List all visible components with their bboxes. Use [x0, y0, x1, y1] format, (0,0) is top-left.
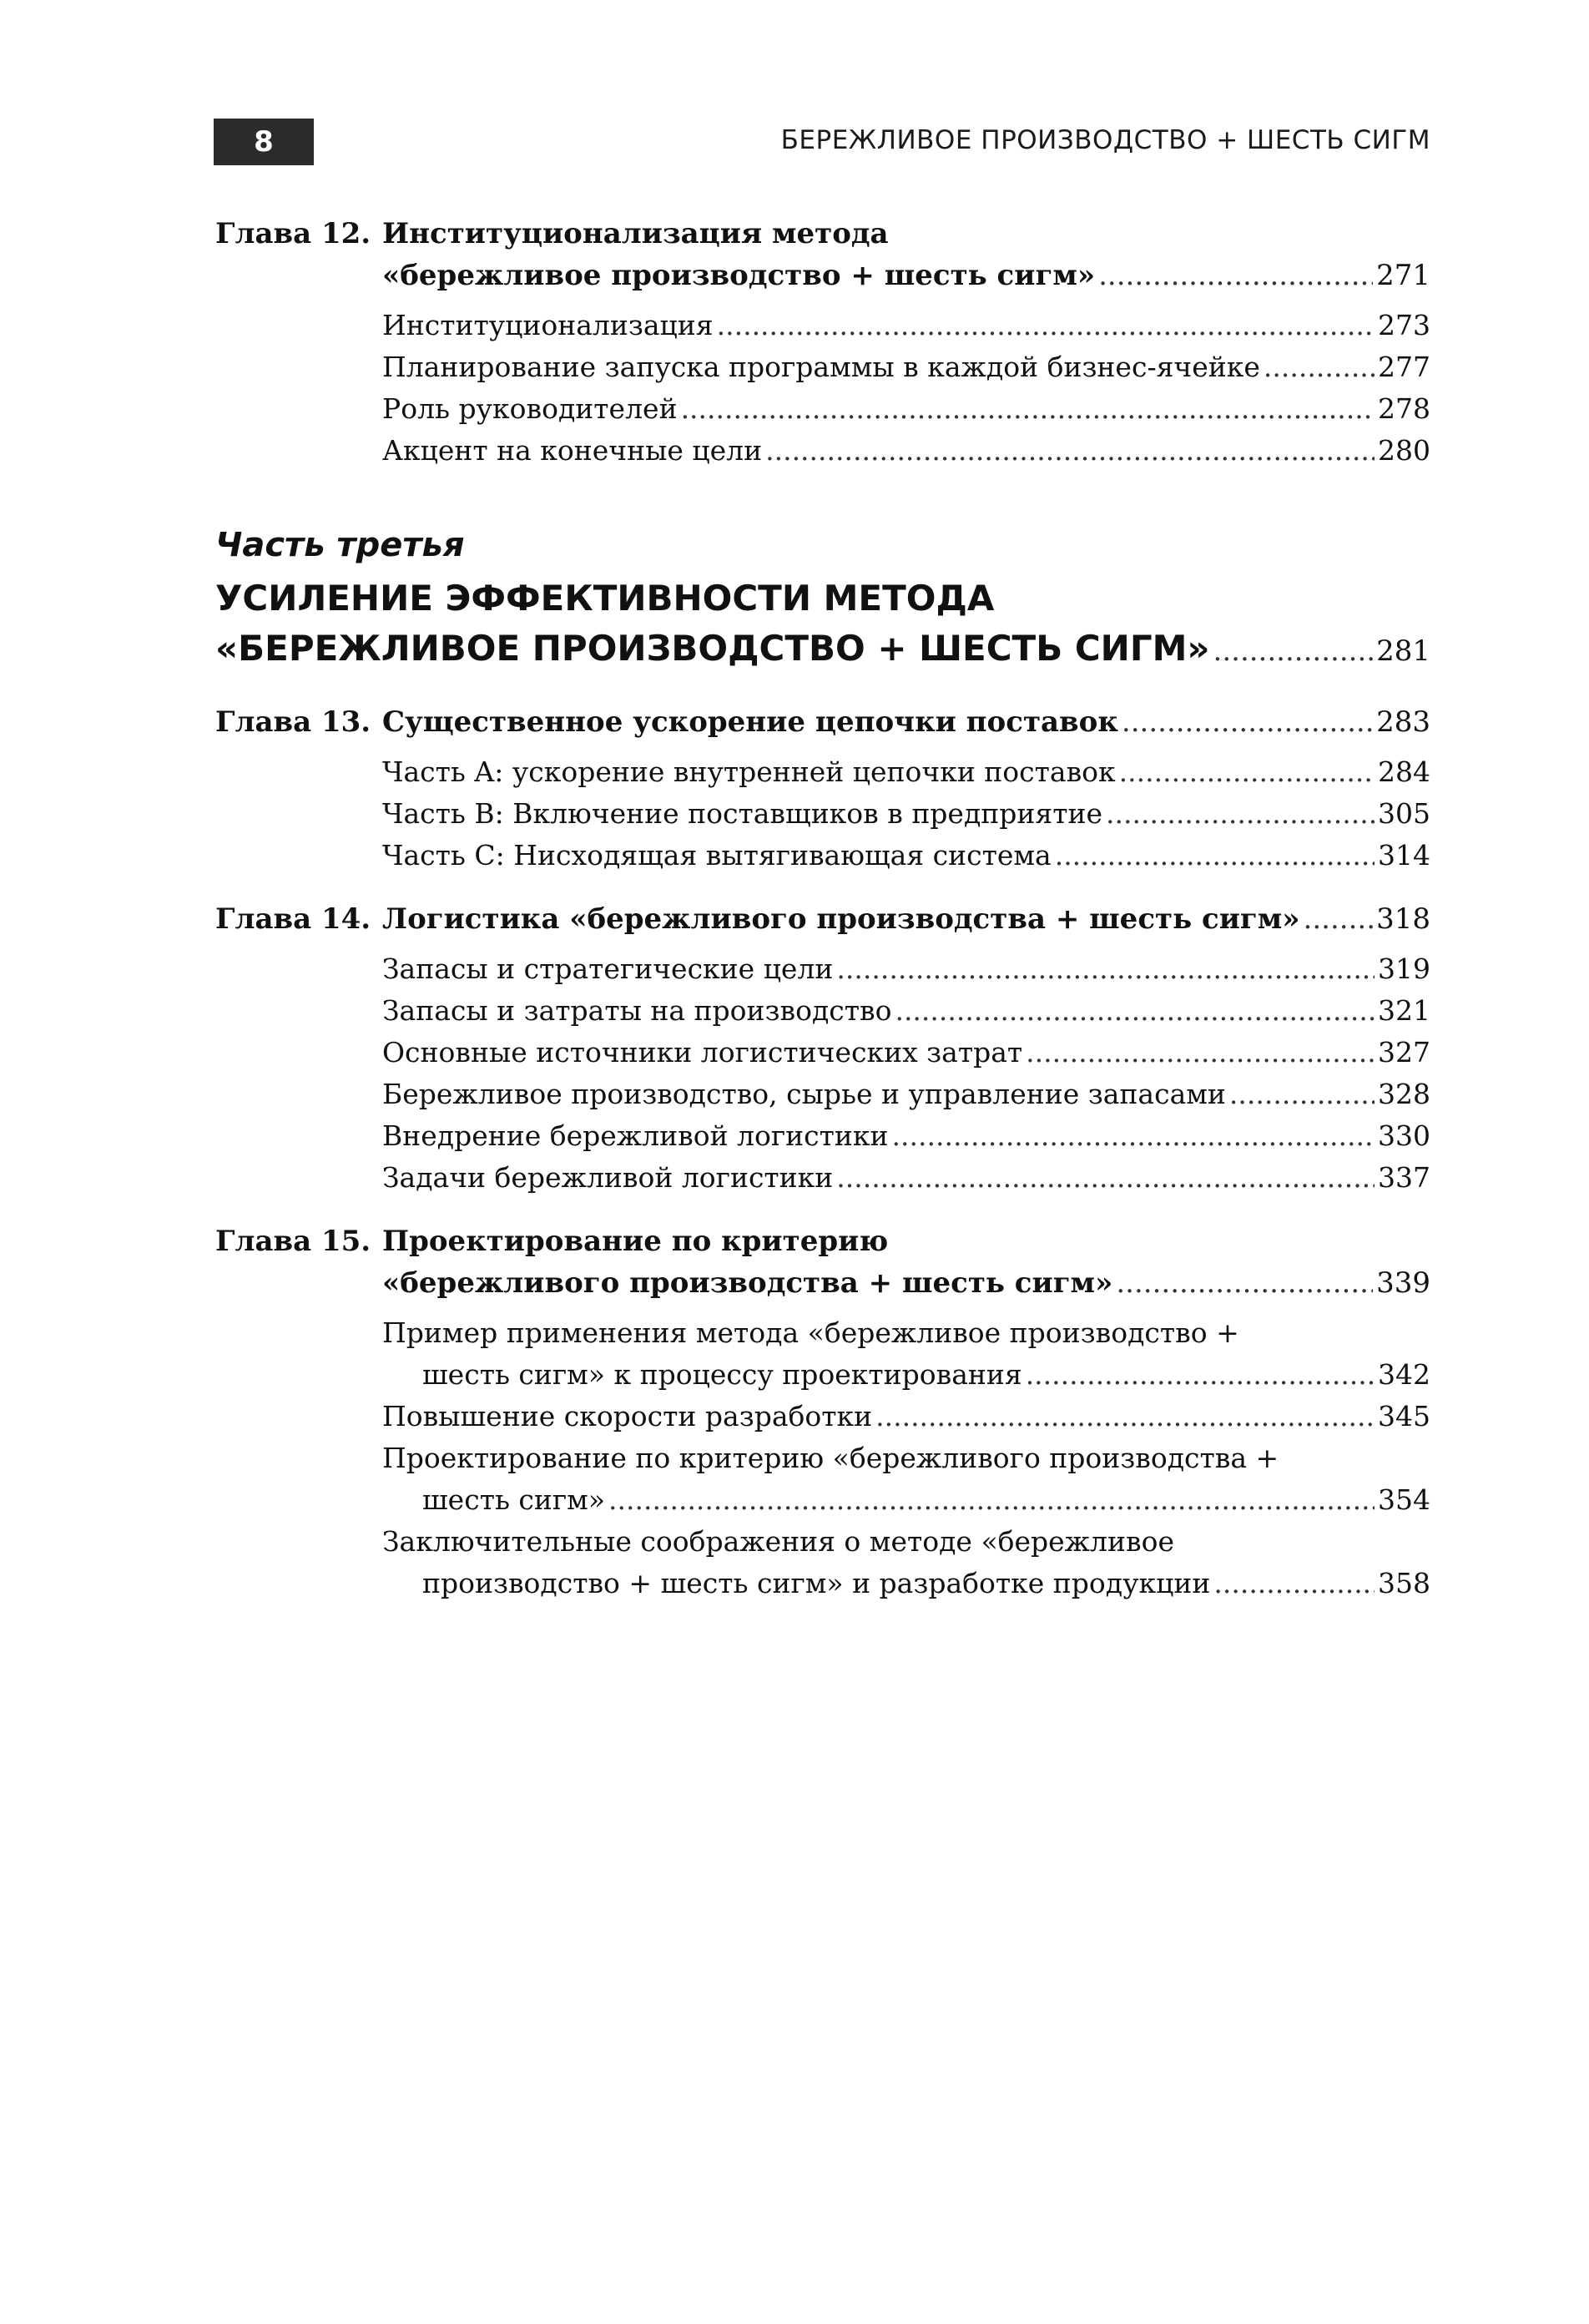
toc-entry[interactable] [382, 1396, 1430, 1437]
page-number: 8 [214, 119, 314, 165]
toc-entry[interactable] [382, 1074, 1430, 1115]
page-ref: 330 [1378, 1119, 1430, 1152]
toc-entry[interactable] [382, 430, 1430, 472]
page-ref: 305 [1378, 797, 1430, 830]
toc-entry[interactable] [382, 305, 1430, 346]
part-label: Часть третья [215, 526, 465, 564]
page-ref: 271 [1376, 259, 1430, 292]
toc-entry[interactable] [382, 1115, 1430, 1157]
section-title: Часть C: Нисходящая вытягивающая система [382, 839, 1052, 872]
toc-entry[interactable] [382, 1157, 1430, 1199]
page-ref: 321 [1378, 994, 1430, 1027]
chapter-label: Глава 15. [215, 1225, 371, 1258]
dot-leader [1122, 701, 1373, 743]
page-ref: 284 [1378, 755, 1430, 788]
chapter-13-sections [215, 751, 1430, 877]
chapter-label: Глава 14. [215, 902, 371, 936]
page-ref: 314 [1378, 839, 1430, 872]
page-ref: 354 [1378, 1483, 1430, 1516]
section-title: Заключительные соображения о методе «бережливое [382, 1525, 1174, 1558]
section-title: Роль руководителей [382, 392, 678, 425]
page-ref: 318 [1376, 902, 1430, 936]
page-ref: 281 [1376, 634, 1430, 668]
chapter-title: Логистика «бережливого производства + шесть сигм» [382, 902, 1300, 936]
section-title: Планирование запуска программы в каждой бизнес-ячейке [382, 351, 1260, 383]
toc-entry[interactable] [382, 1437, 1430, 1521]
chapter-12-sections [215, 305, 1430, 472]
toc-entry[interactable] [382, 751, 1430, 793]
section-title: Пример применения метода «бережливое производство + [382, 1316, 1239, 1349]
dot-leader [892, 1115, 1375, 1157]
section-title: Основные источники логистических затрат [382, 1036, 1023, 1069]
chapter-13-title-row[interactable] [215, 701, 1430, 743]
chapter-15 [215, 1220, 1430, 1604]
chapter-14 [215, 898, 1430, 1199]
section-title: Часть B: Включение поставщиков в предприятие [382, 797, 1102, 830]
dot-leader [1098, 255, 1373, 296]
toc-entry[interactable] [382, 1521, 1430, 1604]
chapter-15-heading [215, 1220, 1430, 1262]
page-ref: 339 [1376, 1266, 1430, 1300]
chapter-title: Существенное ускорение цепочки поставок [382, 705, 1118, 739]
part-3 [215, 522, 1430, 676]
page-ref: 319 [1378, 952, 1430, 985]
section-title: Бережливое производство, сырье и управление запасами [382, 1078, 1226, 1110]
section-title-row [382, 1479, 1430, 1521]
toc-entry[interactable] [382, 346, 1430, 388]
page-ref: 277 [1378, 351, 1430, 383]
dot-leader [895, 990, 1375, 1032]
chapter-title: «бережливого производства + шесть сигм» [382, 1266, 1113, 1300]
page-ref: 328 [1378, 1078, 1430, 1110]
toc-entry[interactable] [382, 990, 1430, 1032]
dot-leader [836, 948, 1375, 990]
toc-entry[interactable] [382, 388, 1430, 430]
section-title: Внедрение бережливой логистики [382, 1119, 889, 1152]
toc-entry[interactable] [382, 948, 1430, 990]
page-ref: 358 [1378, 1567, 1430, 1599]
page-ref: 327 [1378, 1036, 1430, 1069]
dot-leader [1213, 1563, 1375, 1604]
dot-leader [1026, 1354, 1375, 1396]
part-3-title-row[interactable] [215, 624, 1430, 676]
chapter-12-heading [215, 213, 1430, 255]
chapter-label: Глава 12. [215, 217, 371, 250]
section-title-row [382, 1563, 1430, 1604]
section-title: Повышение скорости разработки [382, 1400, 873, 1432]
page-ref: 273 [1378, 309, 1430, 341]
section-title: Задачи бережливой логистики [382, 1161, 834, 1194]
table-of-contents [215, 213, 1430, 1604]
dot-leader [1055, 835, 1375, 877]
dot-leader [1119, 751, 1375, 793]
dot-leader [765, 430, 1375, 472]
dot-leader [717, 305, 1375, 346]
page-ref: 280 [1378, 434, 1430, 467]
dot-leader [681, 388, 1375, 430]
chapter-title: «бережливое производство + шесть сигм» [382, 259, 1096, 292]
chapter-12 [215, 213, 1430, 472]
section-title: Институционализация [382, 309, 714, 341]
section-title: Часть A: ускорение внутренней цепочки поставок [382, 755, 1116, 788]
dot-leader [836, 1157, 1375, 1199]
chapter-15-sections [215, 1312, 1430, 1604]
toc-entry[interactable] [382, 793, 1430, 835]
part-title: УСИЛЕНИЕ ЭФФЕКТИВНОСТИ МЕТОДА [215, 578, 995, 619]
toc-entry[interactable] [382, 1032, 1430, 1074]
section-title: Запасы и затраты на производство [382, 994, 892, 1027]
chapter-label: Глава 13. [215, 705, 371, 739]
chapter-14-sections [215, 948, 1430, 1199]
toc-entry[interactable] [382, 1312, 1430, 1396]
dot-leader [1229, 1074, 1375, 1115]
page-ref: 337 [1378, 1161, 1430, 1194]
dot-leader [1026, 1032, 1375, 1074]
chapter-14-title-row[interactable] [215, 898, 1430, 940]
page-ref: 342 [1378, 1358, 1430, 1391]
part-title: «БЕРЕЖЛИВОЕ ПРОИЗВОДСТВО + ШЕСТЬ СИГМ» [215, 628, 1210, 669]
dot-leader [1264, 346, 1375, 388]
dot-leader [1116, 1262, 1373, 1304]
page-ref: 283 [1376, 705, 1430, 739]
dot-leader [875, 1396, 1375, 1437]
section-title: Акцент на конечные цели [382, 434, 763, 467]
dot-leader [1213, 626, 1374, 676]
page-ref: 278 [1378, 392, 1430, 425]
dot-leader [1304, 898, 1374, 940]
dot-leader [608, 1479, 1375, 1521]
section-title: шесть сигм» [422, 1483, 606, 1516]
section-title: производство + шесть сигм» и разработке продукции [422, 1567, 1211, 1599]
section-title: шесть сигм» к процессу проектирования [422, 1358, 1022, 1391]
page-ref: 345 [1378, 1400, 1430, 1432]
dot-leader [1106, 793, 1375, 835]
chapter-title: Институционализация метода [382, 217, 889, 250]
section-title-row [382, 1354, 1430, 1396]
chapter-12-title-row[interactable] [215, 255, 1430, 296]
section-title: Проектирование по критерию «бережливого производства + [382, 1442, 1279, 1474]
running-header: БЕРЕЖЛИВОЕ ПРОИЗВОДСТВО + ШЕСТЬ СИГМ [780, 125, 1430, 155]
chapter-13 [215, 701, 1430, 877]
chapter-title: Проектирование по критерию [382, 1225, 889, 1258]
chapter-15-title-row[interactable] [215, 1262, 1430, 1304]
section-title: Запасы и стратегические цели [382, 952, 834, 985]
toc-entry[interactable] [382, 835, 1430, 877]
